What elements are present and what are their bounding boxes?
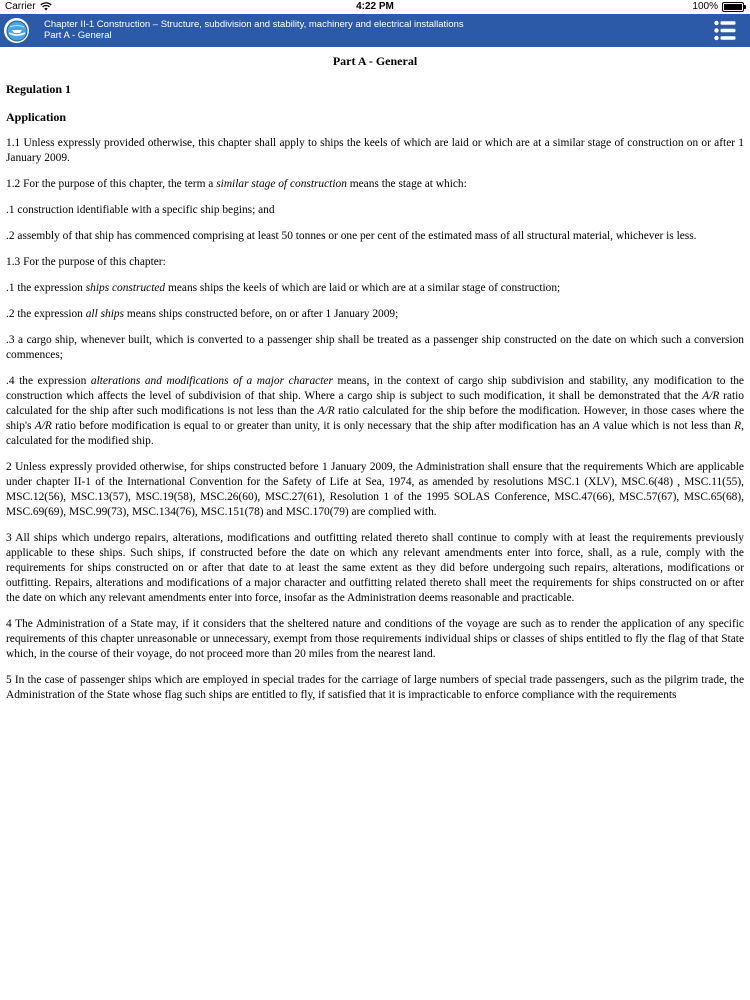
page-heading: Part A - General (332, 54, 418, 68)
text-run: means, in the context of cargo ship subdivision and stability, any modification to the construction which affects the level of subdivision of that ship. Where a cargo ship is subject to such modification, it shall be demonstrated that the (6, 375, 744, 402)
paragraph-1-3-1 (6, 281, 744, 296)
text-run: value which is not less than (599, 420, 735, 432)
battery-icon (722, 2, 744, 12)
symbol: R (734, 420, 742, 432)
battery-percentage: 100% (692, 1, 718, 12)
status-bar (0, 0, 750, 14)
text-run: 1.2 For the purpose of this chapter, the term a (6, 178, 217, 190)
paragraph-4: 4 The Administration of a State may, if it considers that the sheltered nature and conditions of the voyage are such as to render the application of any specific requirements of this chapter unreasonable or unnecessary, exempt from those requirements individual ships or classes of ships entitled to fly the flag of that State which, in the course of their voyage, do not proceed more than 20 miles from the nearest land. (6, 618, 744, 660)
paragraph-1-1: 1.1 Unless expressly provided otherwise, this chapter shall apply to ships the keels of which are laid or which are at a similar stage of construction on or after 1 January 2009. (6, 137, 744, 164)
symbol: A (592, 420, 600, 432)
carrier-label: Carrier (5, 1, 36, 12)
symbol: A/R (317, 405, 335, 417)
paragraph-1-2 (6, 177, 744, 192)
paragraph-1-2-1: .1 construction identifiable with a specific ship begins; and (6, 204, 275, 216)
paragraph-1-2-2: .2 assembly of that ship has commenced comprising at least 50 tonnes or one per cent of the estimated mass of all structural material, whichever is less. (6, 230, 697, 242)
part-subtitle: Part A - General (44, 30, 112, 41)
defined-term: alterations and modifications of a major character (90, 375, 333, 387)
text-run: .4 the expression (6, 375, 91, 387)
defined-term: ships constructed (85, 282, 166, 294)
globe-ship-icon (6, 20, 28, 42)
paragraph-1-3-4 (6, 374, 744, 449)
text-run: means the stage at which: (346, 178, 467, 190)
defined-term: similar stage of construction (216, 178, 347, 190)
app-logo-icon[interactable] (4, 18, 29, 43)
document-body (0, 54, 750, 703)
regulation-title: Regulation 1 (6, 82, 72, 96)
text-run: ratio calculated for the ship before the modification. However, in those cases where the ship's (6, 405, 744, 432)
paragraph-1-3-2 (6, 307, 744, 322)
text-run: , calculated for the modified ship. (6, 420, 744, 447)
section-title: Application (6, 110, 67, 124)
text-run: means ships the keels of which are laid or which are at a similar stage of construction; (165, 282, 561, 294)
nav-header (0, 14, 750, 47)
text-run: ratio calculated for the ship after such modifications is not less than the (6, 390, 744, 417)
text-run: .2 the expression (6, 308, 86, 320)
header-titles (44, 19, 464, 41)
clock: 4:22 PM (356, 1, 394, 12)
paragraph-1-3: 1.3 For the purpose of this chapter: (6, 256, 166, 268)
paragraph-1-3-3: .3 a cargo ship, whenever built, which is converted to a passenger ship shall be treated as a passenger ship constructed on the date on which such a conversion commences; (6, 334, 744, 361)
battery-fill (724, 4, 742, 10)
text-run: ratio before modification is equal to or greater than unity, it is only necessary that the ship after modification has an (51, 420, 593, 432)
paragraph-2: 2 Unless expressly provided otherwise, for ships constructed before 1 January 2009, the Administration shall ensure that the requirements Which are applicable under chapter II-1 of the International Convention for the Safety of Life at Sea, 1974, as amended by resolutions MSC.1 (XLV), MSC.6(48) , MSC.11(55), MSC.12(56), MSC.13(57), MSC.19(58), MSC.26(60), MSC.27(61), Resolution 1 of the 1995 SOLAS Conference, MSC.47(66), MSC.57(67), MSC.65(68), MSC.69(69), MSC.99(73), MSC.134(76), MSC.151(78) and MSC.170(79) are complied with. (6, 461, 744, 518)
text-run: means ships constructed before, on or after 1 January 2009; (124, 308, 399, 320)
chapter-title: Chapter II-1 Construction – Structure, subdivision and stability, machinery and electrical installations (44, 19, 464, 30)
menu-list-icon[interactable] (714, 20, 736, 41)
paragraph-5: 5 In the case of passenger ships which are employed in special trades for the carriage of large numbers of special trade passengers, such as the pilgrim trade, the Administration of the State whose flag such ships are entitled to fly, if satisfied that it is impracticable to enforce compliance with the requirements (6, 674, 744, 701)
symbol: A/R (702, 390, 720, 402)
symbol: A/R (34, 420, 52, 432)
text-run: .1 the expression (6, 282, 86, 294)
paragraph-3: 3 All ships which undergo repairs, alterations, modifications and outfitting related thereto shall continue to comply with at least the requirements previously applicable to these ships. Such ships, if constructed before the date on which any relevant amendments enter into force, shall, as a rule, comply with the requirements for ships constructed on or after that date to at least the same extent as they did before undergoing such repairs, alterations, modifications or outfitting. Repairs, alterations and modifications of a major character and outfitting related thereto shall meet the requirements for ships constructed on or after the date on which any relevant amendments enter into force, insofar as the Administration deems reasonable and practicable. (6, 532, 744, 604)
defined-term: all ships (85, 308, 125, 320)
battery-info (692, 1, 744, 12)
